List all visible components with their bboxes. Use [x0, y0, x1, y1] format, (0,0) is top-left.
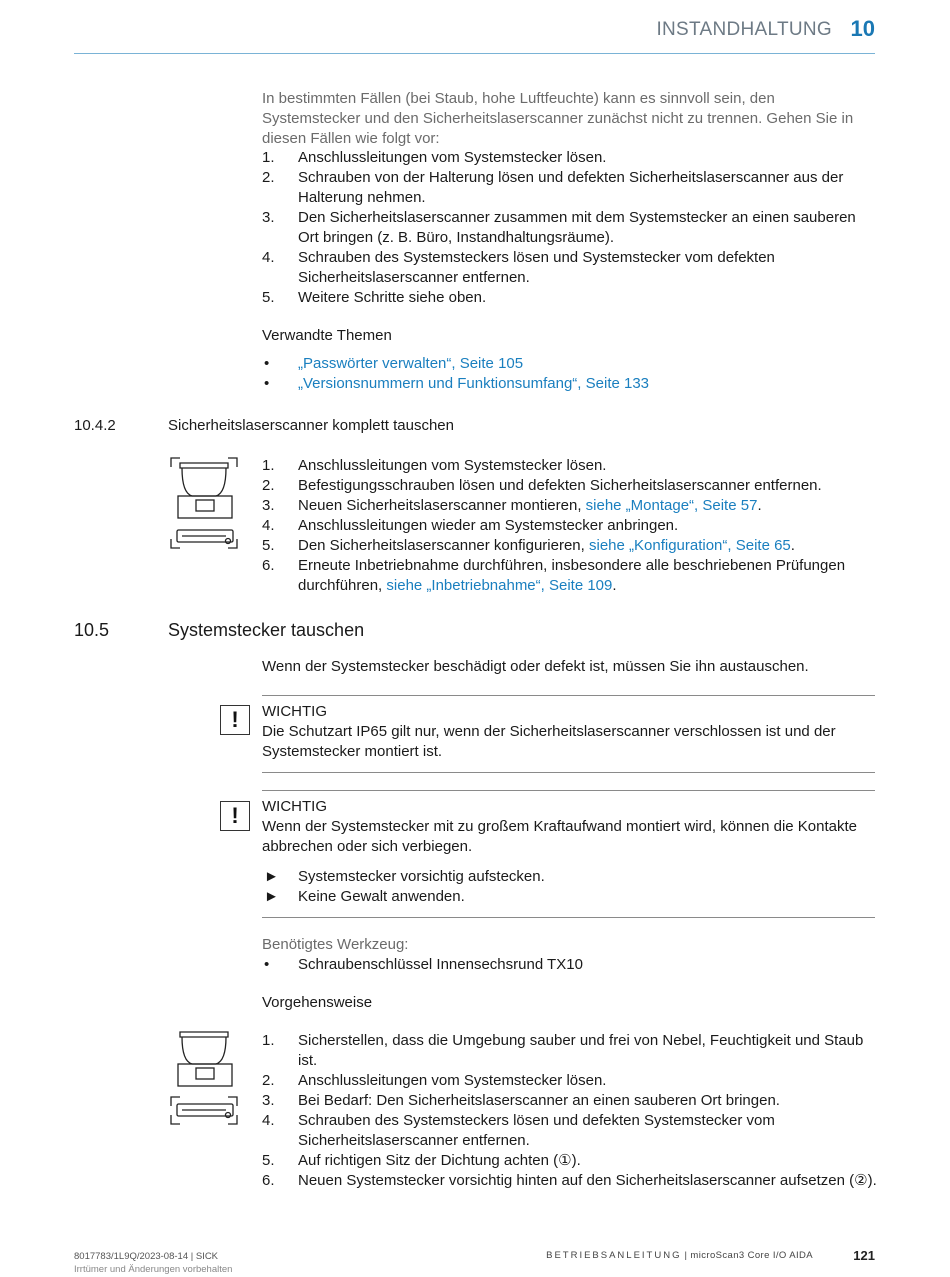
related-title: Verwandte Themen — [262, 327, 392, 344]
section-number: 10.4.2 — [74, 417, 116, 434]
tools-label: Benötigtes Werkzeug: — [262, 936, 409, 953]
list-item: • „Versionsnummern und Funktionsumfang“, Seite 133 — [264, 375, 650, 392]
link-inbetriebnahme[interactable]: siehe „Inbetriebnahme“, Seite 109 — [386, 577, 613, 594]
header-rule — [74, 53, 875, 54]
warning-rule-bottom — [262, 917, 875, 918]
section-title: Sicherheitslaserscanner komplett tauschen — [168, 417, 454, 434]
exclamation-icon: ! — [220, 705, 250, 735]
warning-actions — [262, 867, 877, 907]
page-number: 121 — [853, 1248, 875, 1263]
arrow-right-icon: ► — [264, 888, 279, 905]
list-item: 4. Schrauben des Systemsteckers lösen und Systemstecker vom defekten Sicherheitslaserscanner entfernen. — [262, 249, 775, 286]
warning-label: WICHTIG — [262, 703, 327, 720]
arrow-right-icon: ► — [264, 868, 279, 885]
warning-rule-bottom — [262, 772, 875, 773]
related-link-versions[interactable]: „Versionsnummern und Funktionsumfang“, Seite 133 — [298, 375, 650, 392]
link-konfiguration[interactable]: siehe „Konfiguration“, Seite 65 — [588, 537, 791, 554]
intro-steps — [262, 148, 877, 308]
section-intro: Wenn der Systemstecker beschädigt oder defekt ist, müssen Sie ihn austauschen. — [262, 658, 809, 675]
list-item: 3. Bei Bedarf: Den Sicherheitslaserscanner an einen sauberen Ort bringen. — [262, 1092, 780, 1109]
list-item: 2. Schrauben von der Halterung lösen und defekten Sicherheitslaserscanner aus der Halterung nehmen. — [262, 169, 844, 206]
list-item: 1. Anschlussleitungen vom Systemstecker lösen. — [262, 457, 607, 474]
intro-paragraph: In bestimmten Fällen (bei Staub, hohe Luftfeuchte) kann es sinnvoll sein, den Systemstecker und den Sicherheitslaserscanner zunächst nicht zu trennen. Gehen Sie in diesen Fällen wie folgt vor: — [262, 90, 854, 147]
exclamation-icon: ! — [220, 801, 250, 831]
warning-text: Die Schutzart IP65 gilt nur, wenn der Sicherheitslaserscanner verschlossen ist und der Systemstecker montiert ist. — [262, 723, 836, 760]
warning-label: WICHTIG — [262, 798, 327, 815]
list-item: 6. Erneute Inbetriebnahme durchführen, insbesondere alle beschriebenen Prüfungen durchführen, siehe „Inbetriebnahme“, Seite 109. — [262, 557, 846, 594]
procedure-title: Vorgehensweise — [262, 994, 373, 1011]
list-item: 2. Befestigungsschrauben lösen und defekten Sicherheitslaserscanner entfernen. — [262, 477, 822, 494]
replace-scanner-steps — [262, 456, 877, 596]
footer-disclaimer: Irrtümer und Änderungen vorbehalten — [74, 1264, 233, 1275]
scanner-replace-icon — [168, 455, 240, 551]
section-title: Systemstecker tauschen — [168, 620, 365, 640]
list-item: 5. Den Sicherheitslaserscanner konfigurieren, siehe „Konfiguration“, Seite 65. — [262, 537, 795, 554]
list-item: 6. Neuen Systemstecker vorsichtig hinten auf den Sicherheitslaserscanner aufsetzen (②). — [262, 1172, 877, 1189]
footer-manual: BETRIEBSANLEITUNG | microScan3 Core I/O AIDA — [546, 1250, 813, 1261]
link-montage[interactable]: siehe „Montage“, Seite 57 — [585, 497, 758, 514]
list-item: ► Systemstecker vorsichtig aufstecken. — [264, 868, 545, 885]
warning-text: Wenn der Systemstecker mit zu großem Kraftaufwand montiert wird, können die Kontakte abbrechen oder sich verbiegen. — [262, 818, 857, 855]
list-item: 2. Anschlussleitungen vom Systemstecker lösen. — [262, 1072, 607, 1089]
warning-rule-top — [262, 695, 875, 696]
replace-plug-steps — [262, 1031, 877, 1191]
warning-rule-top — [262, 790, 875, 791]
list-item: 5. Weitere Schritte siehe oben. — [262, 289, 487, 306]
list-item: 4. Anschlussleitungen wieder am Systemstecker anbringen. — [262, 517, 679, 534]
running-header-title: INSTANDHALTUNG — [656, 19, 832, 40]
list-item: 5. Auf richtigen Sitz der Dichtung achten (①). — [262, 1152, 581, 1169]
chapter-number: 10 — [850, 16, 875, 41]
tools-list — [262, 955, 877, 975]
list-item: 1. Sicherstellen, dass die Umgebung sauber und frei von Nebel, Feuchtigkeit und Staub ist. — [262, 1032, 864, 1069]
list-item: 3. Neuen Sicherheitslaserscanner montieren, siehe „Montage“, Seite 57. — [262, 497, 762, 514]
related-links — [262, 354, 877, 394]
list-item: ► Keine Gewalt anwenden. — [264, 888, 465, 905]
footer-doc-id: 8017783/1L9Q/2023-08-14 | SICK — [74, 1251, 219, 1262]
section-number: 10.5 — [74, 620, 110, 640]
list-item: • „Passwörter verwalten“, Seite 105 — [264, 355, 524, 372]
list-item: 1. Anschlussleitungen vom Systemstecker lösen. — [262, 149, 607, 166]
list-item: 3. Den Sicherheitslaserscanner zusammen mit dem Systemstecker an einen sauberen Ort bringen (z. B. Büro, Instandhaltungsräume). — [262, 209, 856, 246]
footer-doc-info — [74, 1250, 232, 1276]
related-link-passwords[interactable]: „Passwörter verwalten“, Seite 105 — [298, 355, 524, 372]
system-plug-replace-icon — [168, 1030, 240, 1128]
list-item: • Schraubenschlüssel Innensechsrund TX10 — [264, 956, 583, 973]
list-item: 4. Schrauben des Systemsteckers lösen und defekten Systemstecker vom Sicherheitslaserscanner entfernen. — [262, 1112, 775, 1149]
